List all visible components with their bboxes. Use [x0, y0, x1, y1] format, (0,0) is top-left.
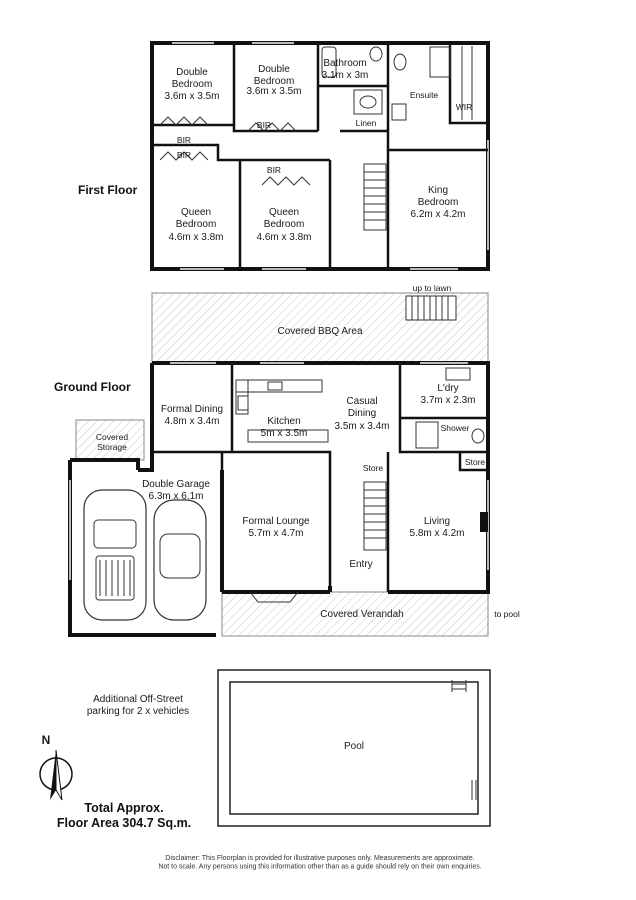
queen-bedroom-2-name: Queen Bedroom	[263, 207, 305, 230]
bir-label-2: BIR	[176, 150, 192, 160]
pool-steps-icon	[472, 780, 476, 800]
kitchen-name: Kitchen	[267, 416, 301, 427]
double-bedroom-2-name: Double Bedroom	[253, 64, 295, 87]
living-name: Living	[423, 516, 451, 527]
fireplace-icon	[480, 512, 488, 532]
king-bedroom-name: King Bedroom	[417, 185, 459, 208]
car-icon-sedan	[154, 500, 206, 620]
text-line: Bedroom	[263, 219, 305, 230]
toilet-icon	[472, 429, 484, 443]
vanity-icon	[354, 90, 382, 114]
ground-floor-plan	[70, 293, 488, 636]
text-line: Storage	[97, 442, 127, 453]
double-bedroom-1-size: 3.6m x 3.5m	[164, 91, 220, 102]
ensuite-label: Ensuite	[409, 90, 439, 100]
bathroom-name: Bathroom	[323, 58, 367, 69]
shower-icon	[416, 422, 438, 448]
text-line: parking for 2 x vehicles	[86, 706, 190, 717]
parking-note: Additional Off-Street parking for 2 x vehicles	[86, 694, 190, 717]
text-line: Floor Area 304.7 Sq.m.	[56, 816, 192, 830]
bir-label-4: BIR	[266, 165, 282, 175]
bathroom-size: 3.1m x 3m	[321, 70, 369, 81]
covered-verandah-label: Covered Verandah	[320, 609, 404, 620]
double-bedroom-2-size: 3.6m x 3.5m	[246, 86, 302, 97]
up-to-lawn-label: up to lawn	[412, 283, 452, 293]
bir-label-3: BIR	[256, 120, 272, 130]
double-garage-size: 6.3m x 6.1m	[148, 491, 204, 502]
casual-dining-size: 3.5m x 3.4m	[334, 421, 390, 432]
basin-icon	[360, 96, 376, 108]
king-bedroom-size: 6.2m x 4.2m	[410, 209, 466, 220]
pool-label: Pool	[343, 741, 365, 752]
formal-dining-name: Formal Dining	[160, 404, 224, 415]
cooktop-icon	[238, 396, 248, 410]
text-line: Bedroom	[253, 76, 295, 87]
queen-bedroom-1-name: Queen Bedroom	[175, 207, 217, 230]
double-bedroom-1-name: Double Bedroom	[171, 67, 213, 90]
text-line: Not to scale. Any persons using this information other than as a guide should rely on their own enquiries.	[158, 863, 482, 871]
to-pool-label: to pool	[494, 609, 520, 619]
total-area: Total Approx. Floor Area 304.7 Sq.m.	[56, 801, 192, 830]
laundry-size: 3.7m x 2.3m	[420, 395, 476, 406]
covered-bbq-label: Covered BBQ Area	[277, 326, 363, 337]
queen-bedroom-2-size: 4.6m x 3.8m	[256, 232, 312, 243]
double-garage-name: Double Garage	[142, 479, 210, 490]
text-line: Dining	[347, 408, 377, 419]
ground-floor-label: Ground Floor	[54, 380, 131, 394]
living-size: 5.8m x 4.2m	[409, 528, 465, 539]
north-label: N	[41, 733, 51, 747]
bir-label-1: BIR	[176, 135, 192, 145]
kitchen-size: 5m x 3.5m	[260, 428, 308, 439]
ensuite-toilet-icon	[394, 54, 406, 70]
formal-lounge-size: 5.7m x 4.7m	[248, 528, 304, 539]
sink-icon	[268, 382, 282, 390]
store-label-2: Store	[464, 457, 486, 467]
laundry-name: L'dry	[437, 383, 459, 394]
text-line: Bedroom	[417, 197, 459, 208]
text-line: Bedroom	[175, 219, 217, 230]
ensuite-basin-icon	[392, 104, 406, 120]
ground-floor-stairs	[364, 482, 386, 550]
queen-bedroom-1-size: 4.6m x 3.8m	[168, 232, 224, 243]
up-to-lawn-stairs	[406, 296, 456, 320]
covered-storage-label: Covered Storage	[95, 432, 129, 453]
linen-label: Linen	[355, 118, 377, 128]
entry-label: Entry	[349, 559, 373, 570]
first-floor-label: First Floor	[78, 183, 138, 197]
wir-label: WIR	[455, 102, 473, 112]
formal-lounge-name: Formal Lounge	[242, 516, 310, 527]
laundry-tub-icon	[446, 368, 470, 380]
disclaimer: Disclaimer: This Floorplan is provided for illustrative purposes only. Measurements are approximate. Not to scale. Any persons using this information other than as a guide should rely on their own enquiries.	[158, 855, 482, 871]
ensuite-shower-icon	[430, 47, 450, 77]
casual-dining-name: Casual Dining	[346, 396, 378, 419]
car-icon-suv	[84, 490, 146, 620]
north-arrow-icon	[40, 750, 72, 800]
toilet-icon	[370, 47, 382, 61]
shower-label: Shower	[440, 423, 470, 433]
store-label-1: Store	[362, 463, 384, 473]
formal-dining-size: 4.8m x 3.4m	[164, 416, 220, 427]
first-floor-stairs	[364, 164, 386, 230]
text-line: Bedroom	[171, 79, 213, 90]
